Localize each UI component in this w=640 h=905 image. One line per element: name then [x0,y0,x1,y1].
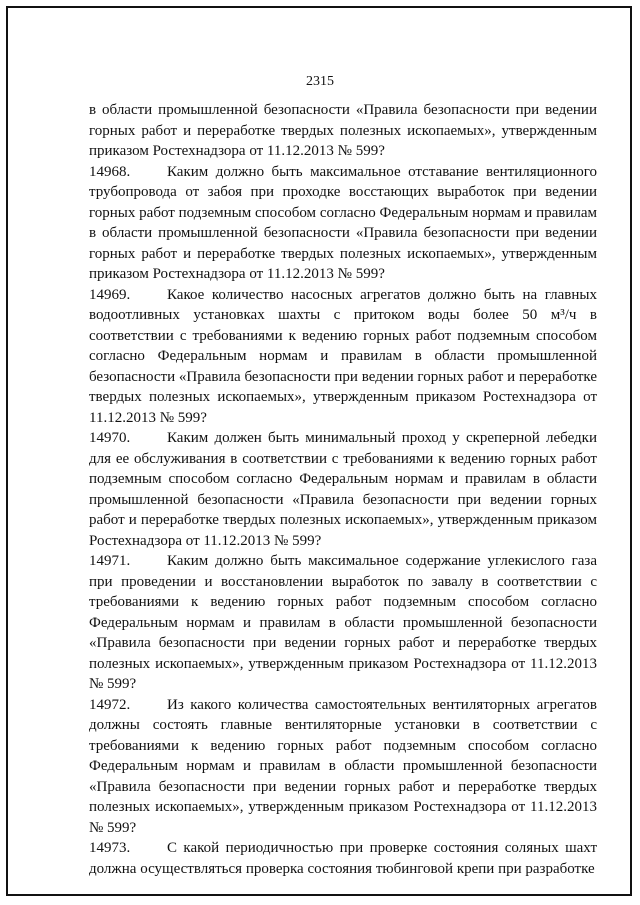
question-number: 14969. [89,286,131,303]
page-number: 2315 [306,74,334,89]
question-number: 14968. [89,163,131,180]
document-body [89,100,597,879]
continuation-paragraph: в области промышленной безопасности «Правила безопасности при ведении горных работ и переработке твердых полезных ископаемых», утвержденным приказом Ростехнадзора от 11.12.2013 № 599? [89,102,597,159]
question-text: Каким должно быть максимальное отставание вентиляционного трубопровода от забоя при проходке восстающих выработок при ведении горных работ подземным способом согласно Федеральным нормам и правилам в области промышленной безопасности «Правила безопасности при ведении горных работ и переработке твердых полезных ископаемых», утвержденным приказом Ростехнадзора от 11.12.2013 № 599? [89,163,597,282]
question-text: Каким должен быть минимальный проход у скреперной лебедки для ее обслуживания в соответствии с требованиями к ведению горных работ подземным способом согласно Федеральным нормам и правилам в области промышленной безопасности «Правила безопасности при ведении горных работ и переработке твердых полезных ископаемых», утвержденным приказом Ростехнадзора от 11.12.2013 № 599? [89,430,597,549]
question-text: С какой периодичностью при проверке состояния соляных шахт должна осуществляться проверка состояния тюбинговой крепи при разработке [89,840,597,877]
question-14972 [89,695,597,839]
question-14970 [89,428,597,551]
question-number: 14972. [89,696,131,713]
question-14968 [89,162,597,285]
question-number: 14970. [89,430,131,446]
question-number: 14973. [89,840,131,856]
question-14973 [89,838,597,879]
question-number: 14971. [89,553,131,569]
question-14969 [89,285,597,429]
question-14971 [89,551,597,695]
question-text: Какое количество насосных агрегатов должно быть на главных водоотливных установках шахты с притоком воды более 50 м³/ч в соответствии с требованиями к ведению горных работ подземным способом согласно Федеральным нормам и правилам в области промышленной безопасности «Правила безопасности при ведении горных работ и переработке твердых полезных ископаемых», утвержденным приказом Ростехнадзора от 11.12.2013 № 599? [89,286,597,426]
question-text: Каким должно быть максимальное содержание углекислого газа при проведении и восстановлении выработок по завалу в соответствии с требованиями к ведению горных работ подземным способом согласно Федеральным нормам и правилам в области промышленной безопасности «Правила безопасности при ведении горных работ и переработке твердых полезных ископаемых», утвержденным приказом Ростехнадзора от 11.12.2013 № 599? [89,553,597,692]
question-text: Из какого количества самостоятельных вентиляторных агрегатов должны состоять главные вентиляторные установки в соответствии с требованиями к ведению горных работ подземным способом согласно Федеральным нормам и правилам в области промышленной безопасности «Правила безопасности при ведении горных работ и переработке твердых полезных ископаемых», утвержденным приказом Ростехнадзора от 11.12.2013 № 599? [89,696,597,836]
